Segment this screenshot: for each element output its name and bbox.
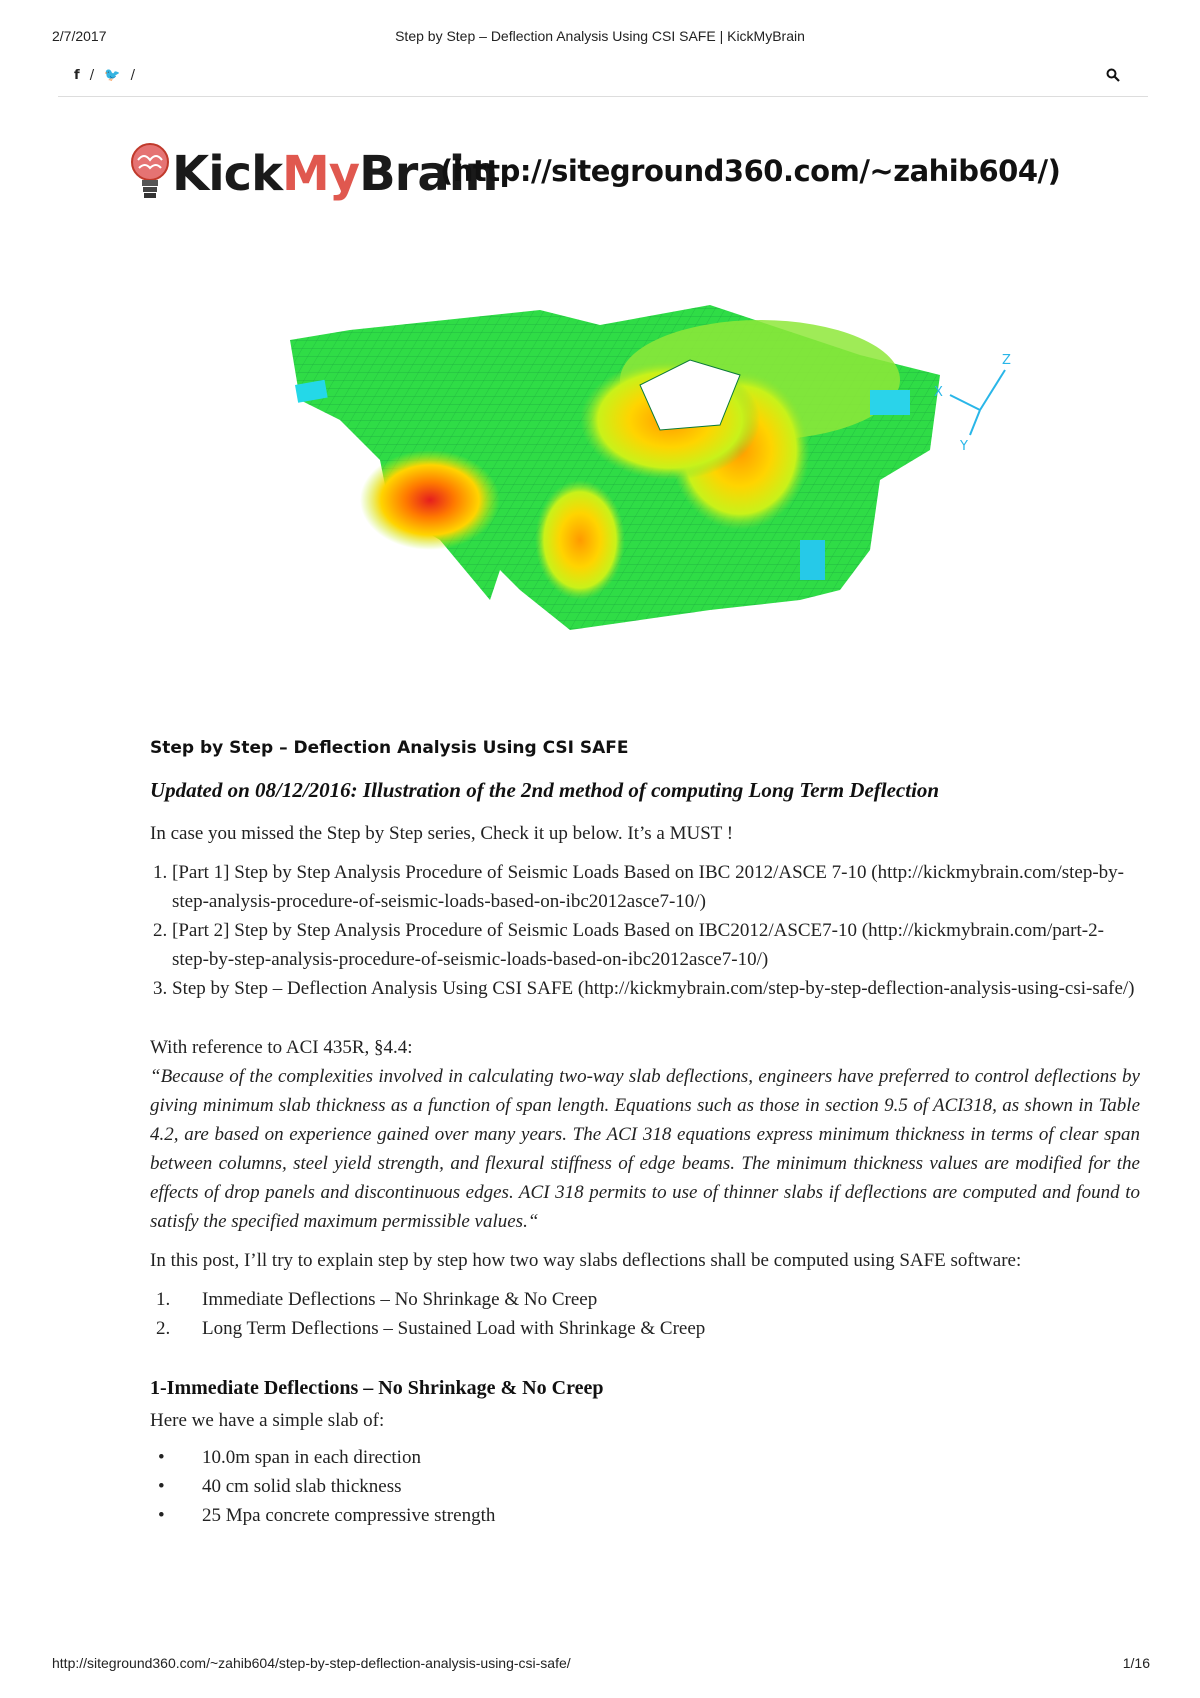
print-page-title: Step by Step – Deflection Analysis Using CSI SAFE | KickMyBrain [395,28,805,44]
print-header [0,28,1200,48]
list-item[interactable]: 2. [Part 2] Step by Step Analysis Procedure of Seismic Loads Based on IBC2012/ASCE7-10 (http://kickmybrain.com/part-2-step-by-step-analysis-procedure-of-seismic-loads-based-on-ibc2012asce7-10/) [172,916,1140,974]
slab-specs-list [150,1443,1140,1530]
facebook-icon[interactable]: f [74,68,80,83]
print-footer [0,1655,1200,1675]
axis-y-label: Y [960,439,968,454]
post-intro: In this post, I’ll try to explain step by step how two way slabs deflections shall be computed using SAFE software: [150,1250,1022,1271]
list-item: 2. Long Term Deflections – Sustained Load with Shrinkage & Creep [156,1318,706,1339]
print-url: http://siteground360.com/~zahib604/step-by-step-deflection-analysis-using-csi-safe/ [52,1655,571,1671]
series-list [150,858,1140,1003]
logo-url[interactable]: (http://siteground360.com/~zahib604/) [440,154,1061,188]
methods-list [150,1285,1140,1343]
post-title: Step by Step – Deflection Analysis Using CSI SAFE [150,738,629,758]
axis-triad [934,353,1011,454]
section-heading: 1-Immediate Deflections – No Shrinkage & No Creep [150,1377,604,1399]
social-icons [74,68,141,83]
list-item[interactable]: 3. Step by Step – Deflection Analysis Using CSI SAFE (http://kickmybrain.com/step-by-step-deflection-analysis-using-csi-safe/) [172,974,1140,1003]
list-item: • 25 Mpa concrete compressive strength [150,1501,1140,1530]
update-note: Updated on 08/12/2016: Illustration of the 2nd method of computing Long Term Deflection [150,778,940,802]
twitter-icon[interactable]: 🐦 [104,68,121,83]
list-item: • 10.0m span in each direction [150,1443,1140,1472]
slab-intro: Here we have a simple slab of: [150,1410,385,1431]
bullet-icon: • [158,1476,165,1497]
page-number: 1/16 [1122,1655,1150,1671]
series-intro: In case you missed the Step by Step series, Check it up below. It’s a MUST ! [150,823,734,844]
bullet-icon: • [158,1447,165,1468]
separator: / [89,68,95,83]
hero-deflection-contour-image [240,300,1060,675]
axis-z-label: Z [1002,353,1011,368]
logo-wordmark: KickMyBrain [172,146,498,202]
list-item[interactable]: 1. [Part 1] Step by Step Analysis Procedure of Seismic Loads Based on IBC 2012/ASCE 7-10 (http://kickmybrain.com/step-by-step-analysis-procedure-of-seismic-loads-based-on-ibc2012asce7-10/) [172,858,1140,916]
aci-quote: “Because of the complexities involved in calculating two-way slab deflections, engineers have preferred to control deflections by giving minimum slab thickness as a function of span length. Equations such as those in section 9.5 of ACI318, as shown in Table 4.2, are based on experience gained over many years. The ACI 318 equations express minimum thickness in terms of clear span between columns, steel yield strength, and flexural stiffness of edge beams. The minimum thickness values are modified for the effects of drop panels and discontinuous edges. ACI 318 permits to use of thinner slabs if deflections are computed and found to satisfy the specified maximum permissible values.“ [150,1066,1140,1232]
search-icon[interactable] [1106,68,1120,87]
axis-x-label: X [934,385,943,400]
site-logo[interactable] [130,140,1110,220]
bullet-icon: • [158,1505,165,1526]
list-item: • 40 cm solid slab thickness [150,1472,1140,1501]
post-content [150,738,1140,1530]
print-date: 2/7/2017 [52,28,107,44]
separator: / [130,68,136,83]
social-bar [58,70,1148,97]
lightbulb-brain-icon [130,140,170,211]
reference-line: With reference to ACI 435R, §4.4: [150,1037,413,1058]
list-item: 1. Immediate Deflections – No Shrinkage & No Creep [156,1289,598,1310]
